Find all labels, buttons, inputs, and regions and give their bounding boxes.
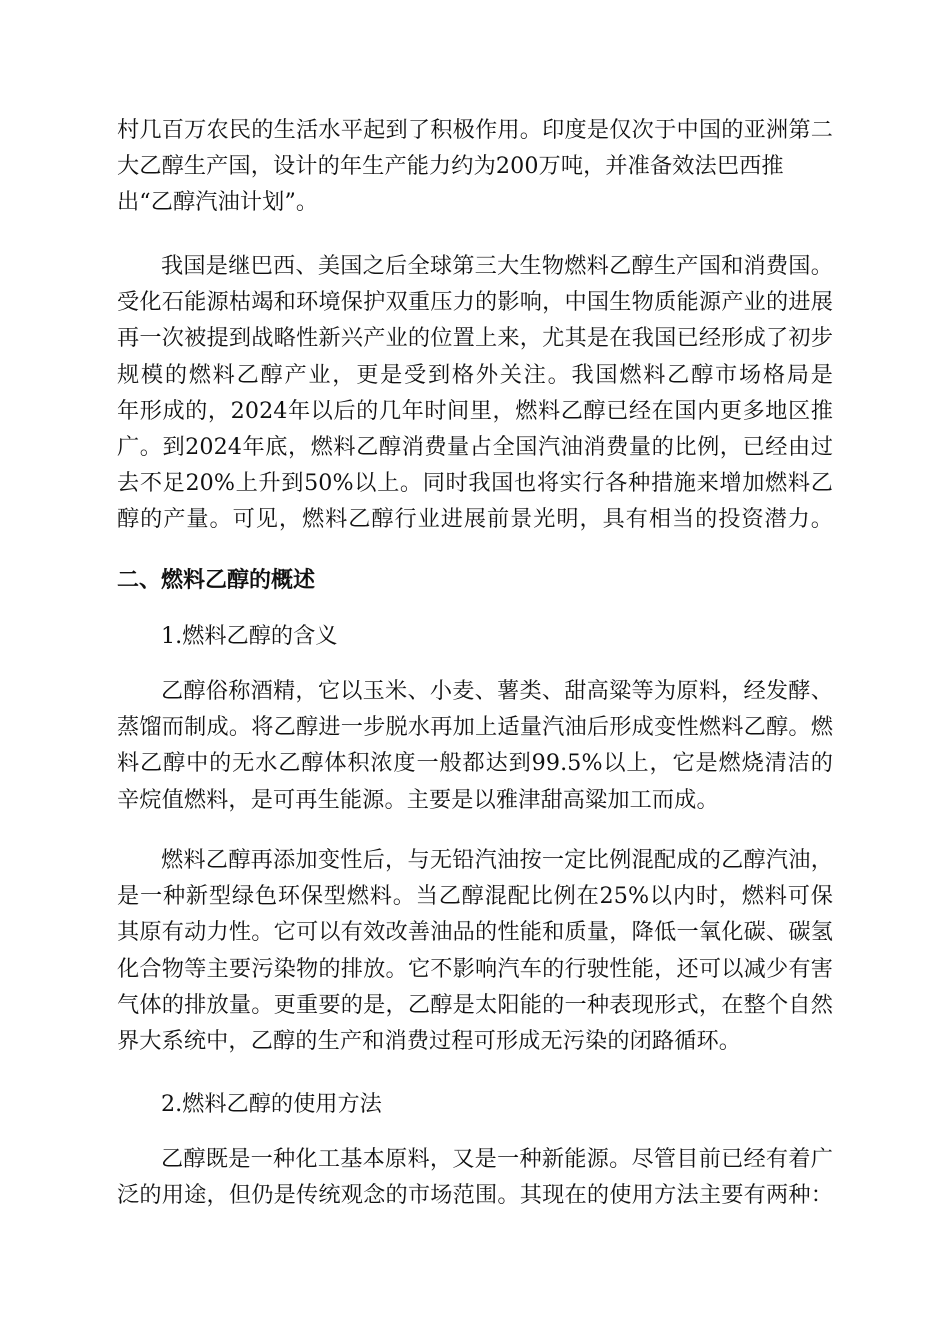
text-line: 辛烷值燃料，是可再生能源。主要是以雅津甜高粱加工而成。	[117, 786, 719, 813]
paragraph-usage	[117, 1141, 833, 1213]
text-line: 料乙醇中的无水乙醇体积浓度一般都达到99.5%以上，它是燃烧清洁的	[117, 750, 833, 777]
text-line: 燃料乙醇再添加变性后，与无铅汽油按一定比例混配成的乙醇汽油，	[161, 847, 833, 873]
text-line: 大乙醇生产国，设计的年生产能力约为200万吨，并准备效法巴西推	[117, 153, 784, 180]
text-line: 去不足20%上升到50%以上。同时我国也将实行各种措施来增加燃料乙	[117, 470, 833, 497]
text-line: 界大系统中，乙醇的生产和消费过程可形成无污染的闭路循环。	[117, 1027, 742, 1054]
paragraph-ethanol-gasoline	[117, 842, 833, 1059]
text-line: 乙醇既是一种化工基本原料，又是一种新能源。尽管目前已经有着广	[161, 1146, 833, 1172]
text-line: 村几百万农民的生活水平起到了积极作用。印度是仅次于中国的亚洲第二	[117, 117, 833, 143]
text-line: 其原有动力性。它可以有效改善油品的性能和质量，降低一氧化碳、碳氢	[117, 919, 833, 946]
text-line: 受化石能源枯竭和环境保护双重压力的影响，中国生物质能源产业的进展	[117, 289, 833, 316]
paragraph-definition	[117, 673, 833, 818]
text-line: 年形成的，2024年以后的几年时间里，燃料乙醇已经在国内更多地区推	[117, 397, 833, 424]
text-line: 泛的用途，但仍是传统观念的市场范围。其现在的使用方法主要有两种：	[117, 1182, 833, 1209]
subheading-definition: 1.燃料乙醇的含义	[161, 623, 338, 649]
text-line: 规模的燃料乙醇产业，更是受到格外关注。我国燃料乙醇市场格局是	[117, 361, 833, 388]
paragraph-china-ethanol	[117, 248, 833, 538]
text-line: 是一种新型绿色环保型燃料。当乙醇混配比例在25%以内时，燃料可保	[117, 883, 833, 910]
text-line: 出“乙醇汽油计划”。	[117, 189, 319, 216]
section-heading: 二、燃料乙醇的概述	[117, 568, 316, 593]
paragraph-india-ethanol	[117, 112, 833, 221]
text-line: 再一次被提到战略性新兴产业的位置上来，尤其是在我国已经形成了初步	[117, 325, 833, 352]
text-line: 化合物等主要污染物的排放。它不影响汽车的行驶性能，还可以减少有害	[117, 955, 833, 982]
text-line: 乙醇俗称酒精，它以玉米、小麦、薯类、甜高粱等为原料，经发酵、	[161, 678, 833, 704]
text-line: 蒸馏而制成。将乙醇进一步脱水再加上适量汽油后形成变性燃料乙醇。燃	[117, 714, 833, 741]
text-line: 广。到2024年底，燃料乙醇消费量占全国汽油消费量的比例，已经由过	[117, 433, 833, 460]
text-line: 我国是继巴西、美国之后全球第三大生物燃料乙醇生产国和消费国。	[161, 253, 833, 279]
subheading-usage: 2.燃料乙醇的使用方法	[161, 1091, 382, 1117]
text-line: 气体的排放量。更重要的是，乙醇是太阳能的一种表现形式，在整个自然	[117, 991, 833, 1018]
text-line: 醇的产量。可见，燃料乙醇行业进展前景光明，具有相当的投资潜力。	[117, 506, 833, 533]
